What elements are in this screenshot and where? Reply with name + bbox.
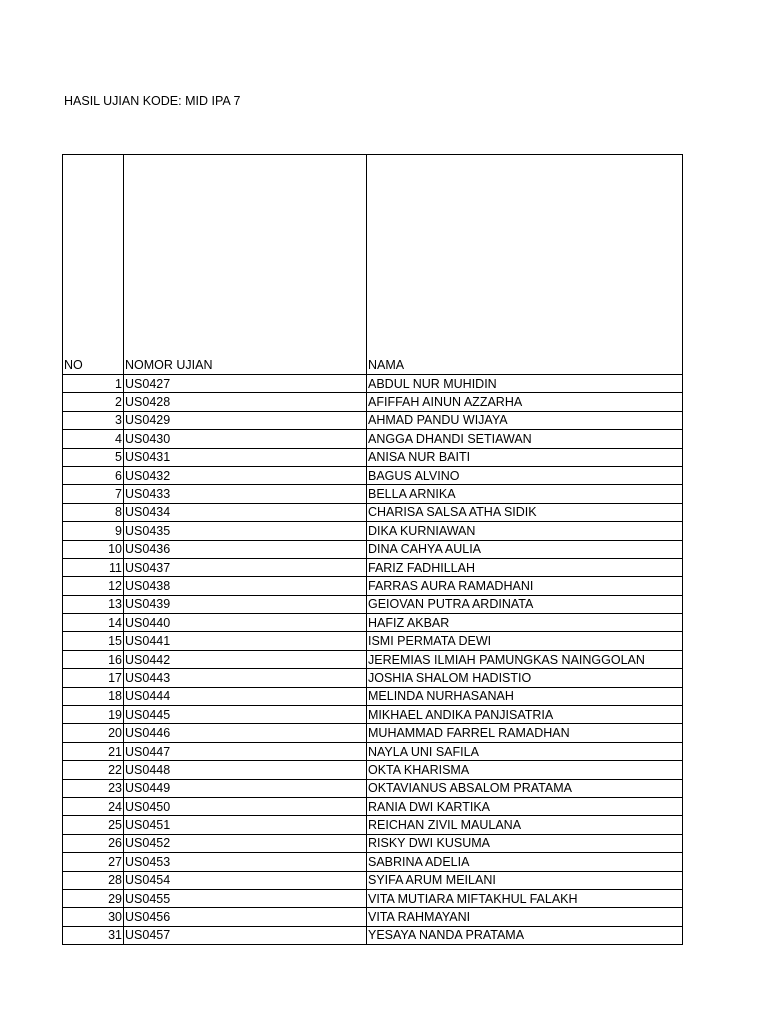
table-row — [63, 558, 683, 576]
exam-number-cell: US0452 — [124, 834, 367, 852]
exam-number-cell: US0433 — [124, 485, 367, 503]
student-name-cell: BELLA ARNIKA — [367, 485, 683, 503]
table-row — [63, 448, 683, 466]
student-name-cell: HAFIZ AKBAR — [367, 614, 683, 632]
student-name-cell: YESAYA NANDA PRATAMA — [367, 926, 683, 944]
student-name-cell: MIKHAEL ANDIKA PANJISATRIA — [367, 706, 683, 724]
row-number: 17 — [63, 669, 124, 687]
row-number: 23 — [63, 779, 124, 797]
table-body — [63, 375, 683, 945]
student-name-cell: ANISA NUR BAITI — [367, 448, 683, 466]
row-number: 18 — [63, 687, 124, 705]
exam-number-cell: US0446 — [124, 724, 367, 742]
table-row — [63, 466, 683, 484]
exam-number-cell: US0450 — [124, 797, 367, 815]
row-number: 27 — [63, 853, 124, 871]
student-name-cell: ABDUL NUR MUHIDIN — [367, 375, 683, 393]
table-row — [63, 706, 683, 724]
table-row — [63, 375, 683, 393]
exam-number-cell: US0435 — [124, 522, 367, 540]
header-row — [63, 155, 683, 375]
table-row — [63, 614, 683, 632]
student-name-cell: AFIFFAH AINUN AZZARHA — [367, 393, 683, 411]
student-name-cell: JOSHIA SHALOM HADISTIO — [367, 669, 683, 687]
table-row — [63, 779, 683, 797]
row-number: 19 — [63, 706, 124, 724]
table-row — [63, 724, 683, 742]
row-number: 14 — [63, 614, 124, 632]
exam-number-cell: US0429 — [124, 411, 367, 429]
row-number: 1 — [63, 375, 124, 393]
student-name-cell: MELINDA NURHASANAH — [367, 687, 683, 705]
table-header — [63, 155, 683, 375]
table-row — [63, 503, 683, 521]
exam-number-cell: US0436 — [124, 540, 367, 558]
student-name-cell: MUHAMMAD FARREL RAMADHAN — [367, 724, 683, 742]
results-table — [62, 154, 683, 945]
exam-number-cell: US0438 — [124, 577, 367, 595]
exam-number-cell: US0442 — [124, 650, 367, 668]
table-row — [63, 522, 683, 540]
row-number: 12 — [63, 577, 124, 595]
table-row — [63, 834, 683, 852]
table-row — [63, 687, 683, 705]
table-row — [63, 577, 683, 595]
exam-number-cell: US0453 — [124, 853, 367, 871]
table-row — [63, 871, 683, 889]
exam-number-cell: US0454 — [124, 871, 367, 889]
exam-number-cell: US0447 — [124, 742, 367, 760]
student-name-cell: CHARISA SALSA ATHA SIDIK — [367, 503, 683, 521]
table-row — [63, 816, 683, 834]
row-number: 26 — [63, 834, 124, 852]
table-row — [63, 853, 683, 871]
header-name: NAMA — [367, 155, 683, 375]
row-number: 9 — [63, 522, 124, 540]
student-name-cell: JEREMIAS ILMIAH PAMUNGKAS NAINGGOLAN — [367, 650, 683, 668]
row-number: 5 — [63, 448, 124, 466]
student-name-cell: FARIZ FADHILLAH — [367, 558, 683, 576]
row-number: 16 — [63, 650, 124, 668]
row-number: 7 — [63, 485, 124, 503]
row-number: 22 — [63, 761, 124, 779]
exam-number-cell: US0427 — [124, 375, 367, 393]
table-row — [63, 632, 683, 650]
table-row — [63, 742, 683, 760]
student-name-cell: DINA CAHYA AULIA — [367, 540, 683, 558]
exam-number-cell: US0448 — [124, 761, 367, 779]
student-name-cell: ANGGA DHANDI SETIAWAN — [367, 430, 683, 448]
header-no: NO — [63, 155, 124, 375]
row-number: 10 — [63, 540, 124, 558]
exam-number-cell: US0457 — [124, 926, 367, 944]
row-number: 20 — [63, 724, 124, 742]
exam-number-cell: US0432 — [124, 466, 367, 484]
exam-number-cell: US0455 — [124, 889, 367, 907]
student-name-cell: FARRAS AURA RAMADHANI — [367, 577, 683, 595]
row-number: 28 — [63, 871, 124, 889]
exam-number-cell: US0439 — [124, 595, 367, 613]
table-row — [63, 540, 683, 558]
table-row — [63, 650, 683, 668]
row-number: 31 — [63, 926, 124, 944]
student-name-cell: VITA MUTIARA MIFTAKHUL FALAKH — [367, 889, 683, 907]
table-row — [63, 669, 683, 687]
exam-number-cell: US0444 — [124, 687, 367, 705]
exam-number-cell: US0437 — [124, 558, 367, 576]
student-name-cell: VITA RAHMAYANI — [367, 908, 683, 926]
exam-number-cell: US0430 — [124, 430, 367, 448]
row-number: 25 — [63, 816, 124, 834]
row-number: 24 — [63, 797, 124, 815]
exam-number-cell: US0445 — [124, 706, 367, 724]
exam-number-cell: US0428 — [124, 393, 367, 411]
exam-number-cell: US0443 — [124, 669, 367, 687]
row-number: 2 — [63, 393, 124, 411]
student-name-cell: OKTAVIANUS ABSALOM PRATAMA — [367, 779, 683, 797]
student-name-cell: OKTA KHARISMA — [367, 761, 683, 779]
document-title: HASIL UJIAN KODE: MID IPA 7 — [64, 94, 241, 108]
row-number: 11 — [63, 558, 124, 576]
table-row — [63, 595, 683, 613]
student-name-cell: DIKA KURNIAWAN — [367, 522, 683, 540]
table-row — [63, 430, 683, 448]
student-name-cell: REICHAN ZIVIL MAULANA — [367, 816, 683, 834]
header-exam-number: NOMOR UJIAN — [124, 155, 367, 375]
student-name-cell: ISMI PERMATA DEWI — [367, 632, 683, 650]
student-name-cell: SYIFA ARUM MEILANI — [367, 871, 683, 889]
table-row — [63, 797, 683, 815]
row-number: 3 — [63, 411, 124, 429]
table-row — [63, 908, 683, 926]
student-name-cell: GEIOVAN PUTRA ARDINATA — [367, 595, 683, 613]
table-row — [63, 926, 683, 944]
student-name-cell: SABRINA ADELIA — [367, 853, 683, 871]
exam-number-cell: US0451 — [124, 816, 367, 834]
row-number: 29 — [63, 889, 124, 907]
student-name-cell: RISKY DWI KUSUMA — [367, 834, 683, 852]
student-name-cell: NAYLA UNI SAFILA — [367, 742, 683, 760]
student-name-cell: RANIA DWI KARTIKA — [367, 797, 683, 815]
table-row — [63, 761, 683, 779]
row-number: 15 — [63, 632, 124, 650]
row-number: 4 — [63, 430, 124, 448]
table-row — [63, 485, 683, 503]
student-name-cell: BAGUS ALVINO — [367, 466, 683, 484]
row-number: 13 — [63, 595, 124, 613]
row-number: 21 — [63, 742, 124, 760]
table-row — [63, 393, 683, 411]
student-name-cell: AHMAD PANDU WIJAYA — [367, 411, 683, 429]
table-row — [63, 889, 683, 907]
exam-number-cell: US0456 — [124, 908, 367, 926]
row-number: 6 — [63, 466, 124, 484]
exam-number-cell: US0441 — [124, 632, 367, 650]
exam-number-cell: US0431 — [124, 448, 367, 466]
exam-number-cell: US0434 — [124, 503, 367, 521]
exam-number-cell: US0440 — [124, 614, 367, 632]
row-number: 30 — [63, 908, 124, 926]
row-number: 8 — [63, 503, 124, 521]
exam-number-cell: US0449 — [124, 779, 367, 797]
table-row — [63, 411, 683, 429]
